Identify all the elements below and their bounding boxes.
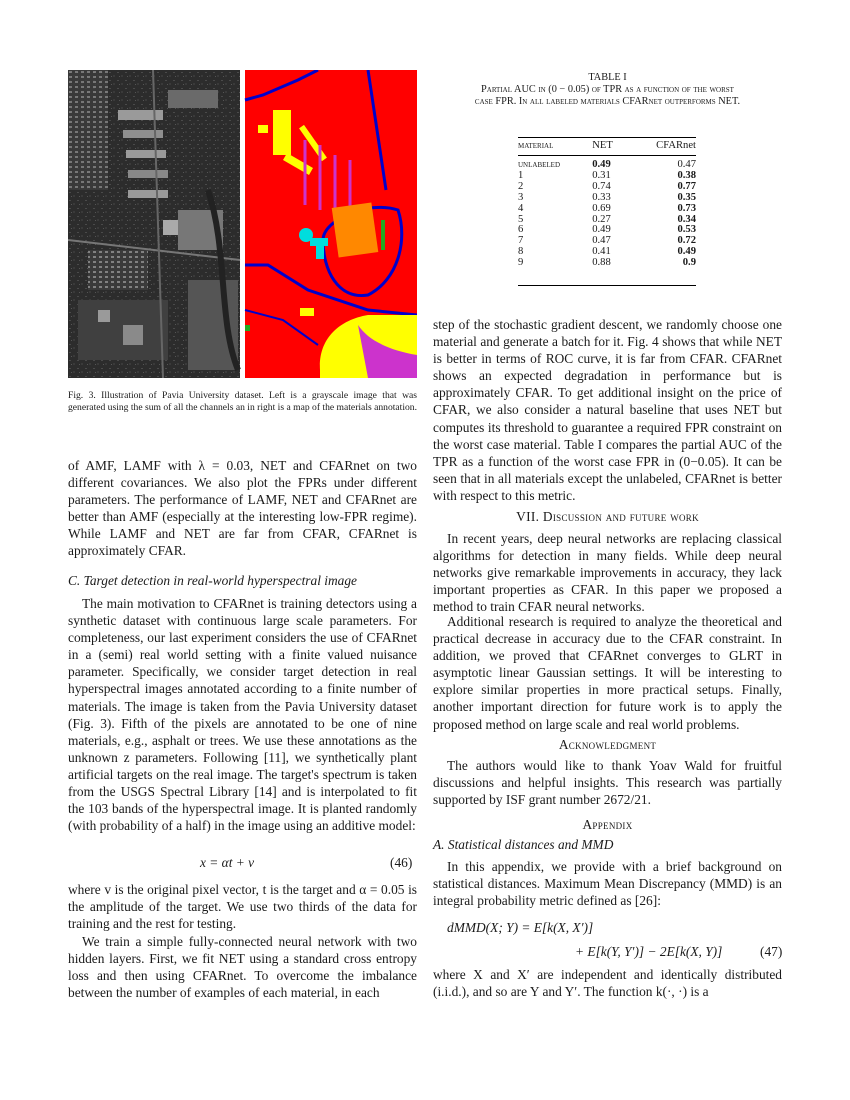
grayscale-image [68,70,240,378]
table-row [518,156,696,171]
table-row [518,193,696,204]
table-cell-net: 0.69 [592,202,611,214]
acknowledgment-text: The authors would like to thank Yoav Wald for fruitful discussions and helpful insights. This research was partially supported by ISF grant number 2672/21. [433,758,782,808]
table-body [518,156,696,272]
table-cell-cfar: 0.38 [677,169,696,181]
header-cfarnet: CFARnet [629,137,696,156]
table-cell-net: 0.27 [592,213,611,225]
right-paragraph-1: step of the stochastic gradient descent, we randomly choose one material and generate a batch for it. Fig. 4 shows that while NET is better in terms of ROC curve, it is far from CFAR. CFARnet shows an expected degradation in performance but is approximately CFAR. To get additional insight on the price of CFAR, we also consider a natural baseline that uses NET but computes its threshold to guarantee a required FPR constraint on the worst case material. Table I compares the partial AUC of the TPR as a function of the worst case FPR in (0−0.05). It can be seen that in all materials except the unlabeled, CFARnet is better with respect to this metric. [433,317,782,503]
table-cell-net: 0.49 [592,224,611,236]
table-caption-line-2: case FPR. In all labeled materials CFARnet outperforms NET. [474,96,741,107]
table-cell-material: 5 [518,213,524,225]
table-bottom-rule [518,285,696,286]
subsection-heading-c: C. Target detection in real-world hyperspectral image [68,573,357,588]
table-cell-material: 6 [518,224,524,236]
table-cell-cfar: 0.72 [677,235,696,247]
table-header-row [518,137,696,156]
table-cell-material: unlabeled [518,159,560,170]
table-cell-material: 8 [518,246,524,258]
table-cell-material: 2 [518,180,524,192]
equation-46-number: (46) [390,855,413,870]
table-cell-cfar: 0.77 [677,180,696,192]
table-cell-cfar: 0.34 [677,213,696,225]
table-row [518,258,696,271]
table-cell-material: 4 [518,202,524,214]
equation-46: x = αt + v [200,855,255,870]
right-paragraph-5: where X and X′ are independent and identically distributed (i.i.d.), and so are Y and Y′. The function k(·, ·) is a [433,967,782,1000]
table-cell-material: 3 [518,191,524,203]
left-paragraph-3: where v is the original pixel vector, t is the target and α = 0.05 is the amplitude of the target. We use two thirds of the data for training and the rest for testing. [68,882,417,932]
header-material: material [518,137,588,156]
equation-47-number: (47) [760,944,783,959]
appendix-heading: Appendix [582,817,633,832]
left-paragraph-4: We train a simple fully-connected neural network with two hidden layers. First, we fit NET using a standard cross entropy loss and then using CFARnet. To overcome the imbalance between the number of examples of each material, in each [68,934,417,1001]
table-cell-cfar: 0.73 [677,202,696,214]
table-cell-material: 1 [518,169,524,181]
table-cell-net: 0.88 [592,257,611,269]
left-paragraph-2: The main motivation to CFARnet is training detectors using a synthetic dataset with continuous large scale parameters. For completeness, our last experiment considers the use of CFARnet in a (semi) real world setting with a finite valued nuisance parameter. Specifically, we consider target detection in real hyperspectral images annotated according to a finite number of materials. The image is taken from the Pavia University dataset (Fig. 3). Fifth of the pixels are annotated to be one of nine materials, e.g., asphalt or trees. We use these annotations as the unknown z parameters. Following [11], we synthetically plant artificial targets on the real image. The target's spectrum is taken from the USGS Spectral Library [14] and is interpolated to fit the 103 bands of the hyperspectral image. It is planted randomly (with probability of a half) in the image using an additive model: [68,596,417,834]
table-cell-net: 0.49 [592,159,611,170]
equation-47-line-2: + E[k(Y, Y′)] − 2E[k(X, Y)] [575,944,723,959]
equation-47-line-1: dMMD(X; Y) = E[k(X, X′)] [447,920,594,935]
appendix-subsection-heading: A. Statistical distances and MMD [433,837,614,852]
table-cell-net: 0.31 [592,169,611,181]
table-cell-net: 0.74 [592,180,611,192]
table-cell-cfar: 0.47 [677,159,696,170]
table-cell-cfar: 0.53 [677,224,696,236]
table-cell-material: 7 [518,235,524,247]
left-paragraph-1: of AMF, LAMF with λ = 0.03, NET and CFARnet on two different covariances. We also plot the FPRs under different parameters. The performance of LAMF, NET and CFARnet are better than AMF (especially at the interesting low-FPR regime). While LAMF and NET are far from CFAR, CFARnet is approximately CFAR. [68,458,417,559]
table-cell-net: 0.41 [592,246,611,258]
table-label: TABLE I [588,72,627,83]
table-cell-cfar: 0.9 [682,257,696,269]
table-cell-cfar: 0.49 [677,246,696,258]
table-cell-net: 0.47 [592,235,611,247]
table-caption-line-1: Partial AUC in (0 − 0.05) of TPR as a function of the worst [481,84,734,95]
section-heading-vii: VII. Discussion and future work [516,509,699,524]
header-net: NET [588,137,629,156]
pavia-figure [68,70,417,378]
table-cell-net: 0.33 [592,191,611,203]
right-paragraph-3: Additional research is required to analyze the theoretical and practical decrease in accuracy due to the CFAR constraint. In addition, we proved that CFARnet converges to GLRT in asymptotic linear Gaussian settings. It will be interesting to explore similar properties in more practical setups. Finally, another important direction for future work is to apply the proposed method on large scale and real world problems. [433,614,782,732]
table-row [518,204,696,215]
annotation-map [245,70,417,378]
results-table [518,137,696,271]
figure-caption: Fig. 3. Illustration of Pavia University dataset. Left is a grayscale image that was generated using the sum of all the channels an in right is a map of the materials annotation. [68,390,418,414]
acknowledgment-heading: Acknowledgment [558,737,657,752]
table-cell-material: 9 [518,257,524,269]
right-paragraph-4: In this appendix, we provide with a brief background on statistical distances. Maximum Mean Discrepancy (MMD) is an integral probability metric defined as [26]: [433,859,782,909]
pavia-figure-svg [68,70,417,378]
right-paragraph-2: In recent years, deep neural networks are replacing classical algorithms for detection in many fields. While deep neural networks give remarkable improvements in accuracy, they lack important properties as CFAR. In this paper we proposed a method to train CFAR neural networks. [433,531,782,615]
table-cell-cfar: 0.35 [677,191,696,203]
